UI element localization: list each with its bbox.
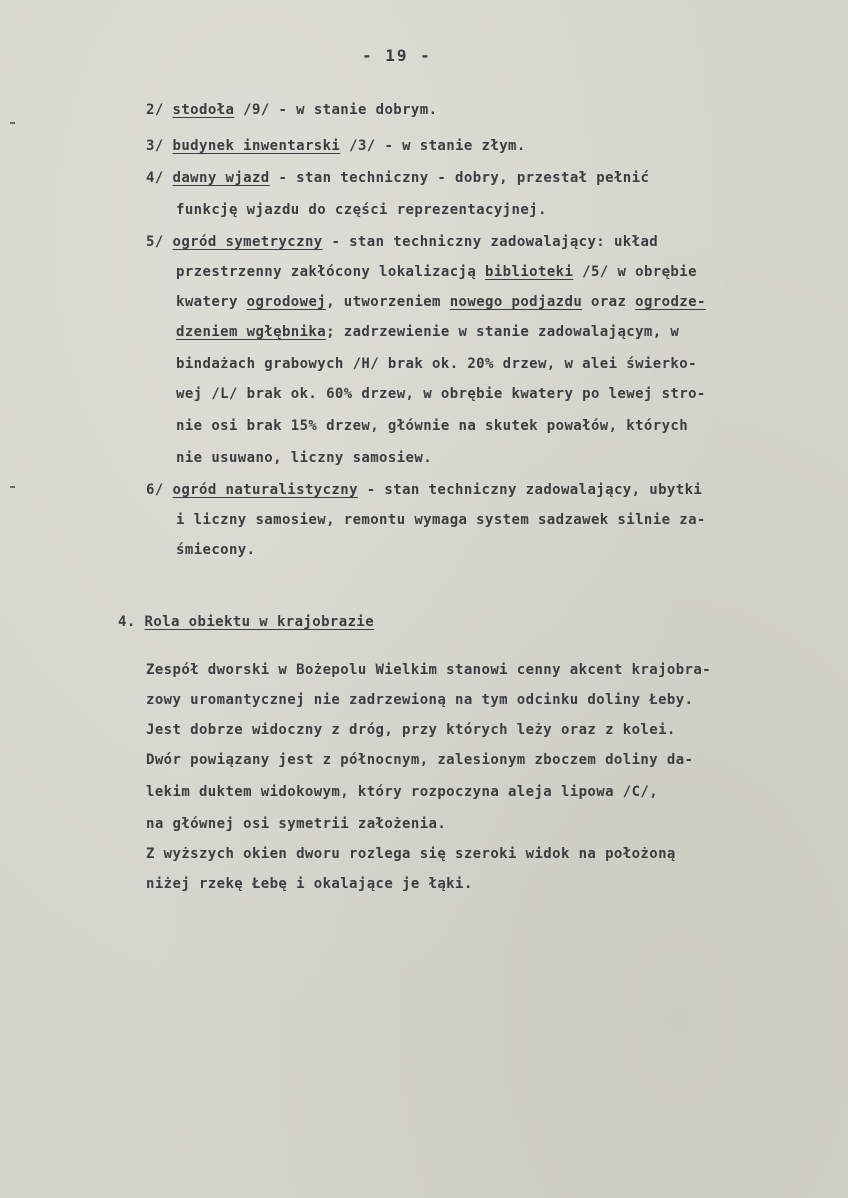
item-5-line-2: przestrzenny zakłócony lokalizacją biblioteki /5/ w obrębie [176, 264, 697, 280]
page-number: - 19 - [362, 46, 432, 65]
item-6: 6/ ogród naturalistyczny - stan techniczny zadowalający, ubytki [146, 482, 703, 498]
section-4-line: Dwór powiązany jest z północnym, zalesionym zboczem doliny da- [146, 752, 694, 768]
item-6-line-2: i liczny samosiew, remontu wymaga system sadzawek silnie za- [176, 512, 706, 528]
item-5-line-7: nie osi brak 15% drzew, głównie na skutek powałów, których [176, 418, 689, 434]
margin-mark [10, 122, 15, 124]
item-5-line-6: wej /L/ brak ok. 60% drzew, w obrębie kwatery po lewej stro- [176, 386, 706, 402]
item-4: 4/ dawny wjazd - stan techniczny - dobry, przestał pełnić [146, 170, 650, 186]
margin-mark [10, 486, 15, 488]
section-4-line: lekim duktem widokowym, który rozpoczyna aleja lipowa /C/, [146, 784, 659, 800]
item-3: 3/ budynek inwentarski /3/ - w stanie złym. [146, 138, 526, 154]
section-4-line: na głównej osi symetrii założenia. [146, 816, 447, 832]
item-5-line-5: bindażach grabowych /H/ brak ok. 20% drzew, w alei świerko- [176, 356, 697, 372]
item-5-line-4: dzeniem wgłębnika; zadrzewienie w stanie zadowalającym, w [176, 324, 680, 340]
section-4-heading: 4. Rola obiektu w krajobrazie [118, 614, 375, 630]
item-6-line-3: śmiecony. [176, 542, 256, 558]
section-4-line: Jest dobrze widoczny z dróg, przy których leży oraz z kolei. [146, 722, 676, 738]
item-4-line-2: funkcję wjazdu do części reprezentacyjnej. [176, 202, 547, 218]
item-5-line-8: nie usuwano, liczny samosiew. [176, 450, 433, 466]
item-5-line-3: kwatery ogrodowej, utworzeniem nowego podjazdu oraz ogrodze- [176, 294, 706, 310]
item-2: 2/ stodoła /9/ - w stanie dobrym. [146, 102, 438, 118]
section-4-line: niżej rzekę Łebę i okalające je łąki. [146, 876, 473, 892]
section-4-line: Z wyższych okien dworu rozlega się szeroki widok na położoną [146, 846, 676, 862]
section-4-line: zowy uromantycznej nie zadrzewioną na tym odcinku doliny Łeby. [146, 692, 694, 708]
item-5: 5/ ogród symetryczny - stan techniczny zadowalający: układ [146, 234, 659, 250]
section-4-line: Zespół dworski w Bożepolu Wielkim stanowi cenny akcent krajobra- [146, 662, 712, 678]
